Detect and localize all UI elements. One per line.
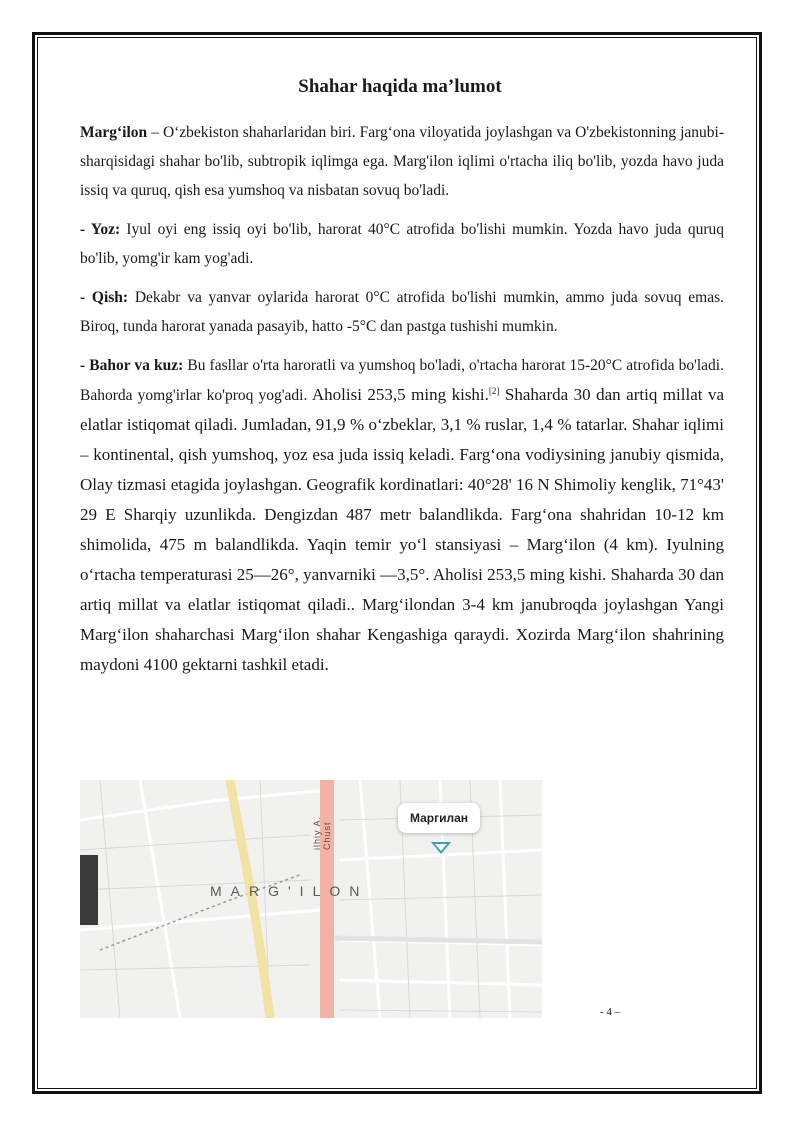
city-details-text: Shaharda 30 dan artiq millat va elatlar istiqomat qiladi. Jumladan, 91,9 % o‘zbeklar, 3,1 % ruslar, 1,4 % tatarlar. Shahar iqlimi – kontinental, qish yumshoq, yoz esa juda issiq keladi. Farg‘ona vodiysining janubiy qismida, Olay tizmasi etagida joylashgan. Geografik kordinatlari: 40°28' 16 N Shimoliy kenglik, 71°43' 29 E Sharqiy uzunlikda. Dengizdan 487 metr balandlikda. Farg‘ona shahridan 10-12 km shimolida, 475 m balandlikda. Yaqin temir yo‘l stansiyasi – Marg‘ilon (4 km). Iyulning o‘rtacha temperaturasi 25—26°, yanvarniki —3,5°. Aholisi 253,5 ming kishi. Shaharda 30 dan artiq millat va elatlar istiqomat qiladi.. Marg‘ilondan 3-4 km janubroqda joylashgan Yangi Marg‘ilon shaharchasi Marg‘ilon shahar Kengashiga qaraydi. Xozirda Marg‘ilon shahrining maydoni 4100 gektarni tashkil etadi. bbox=[80, 385, 724, 674]
document-body bbox=[80, 118, 724, 690]
paragraph-winter bbox=[80, 283, 724, 341]
footnote-ref[interactable]: [2] bbox=[488, 385, 500, 396]
map-street-label: ilhiy A. Chust bbox=[312, 815, 332, 850]
winter-term: - Qish: bbox=[80, 289, 129, 306]
intro-term: Marg‘ilon bbox=[80, 124, 148, 141]
city-map bbox=[80, 780, 542, 1018]
paragraph-summer bbox=[80, 215, 724, 273]
map-pin-label: Маргилан bbox=[398, 803, 480, 833]
map-city-label: MARG'ILON bbox=[210, 883, 369, 899]
spring-autumn-term: - Bahor va kuz: bbox=[80, 357, 184, 374]
summer-text: Iyul oyi eng issiq oyi bo'lib, harorat 40°C atrofida bo'lishi mumkin. Yozda havo juda quruq bo'lib, yomg'ir kam yog'adi. bbox=[80, 221, 724, 267]
population-text: Aholisi 253,5 ming kishi. bbox=[307, 385, 489, 404]
spring-autumn-text: Bu fasllar o'rta haroratli va yumshoq bo'ladi, o'rtacha harorat 15-20°C atrofida bo'ladi. Bahorda yomg'irlar ko'proq yog'adi. bbox=[80, 357, 724, 404]
page-number: - 4 – bbox=[600, 1006, 621, 1018]
winter-text: Dekabr va yanvar oylarida harorat 0°C atrofida bo'lishi mumkin, ammo juda sovuq emas. Biroq, tunda harorat yanada pasayib, hatto -5°C dan pastga tushishi mumkin. bbox=[80, 289, 725, 335]
paragraph-intro bbox=[80, 118, 724, 205]
summer-term: - Yoz: bbox=[80, 221, 121, 238]
intro-text: – O‘zbekiston shaharlaridan biri. Farg‘ona viloyatida joylashgan va O'zbekistonning janubi-sharqisidagi shahar bo'lib, subtropik iqlimga ega. Marg'ilon iqlimi o'rtacha iliq bo'lib, yozda havo juda issiq va quruq, qish esa yumshoq va nisbatan sovuq bo'ladi. bbox=[80, 124, 724, 199]
page-title: Shahar haqida ma’lumot bbox=[298, 76, 502, 97]
paragraph-spring-autumn bbox=[80, 351, 724, 680]
